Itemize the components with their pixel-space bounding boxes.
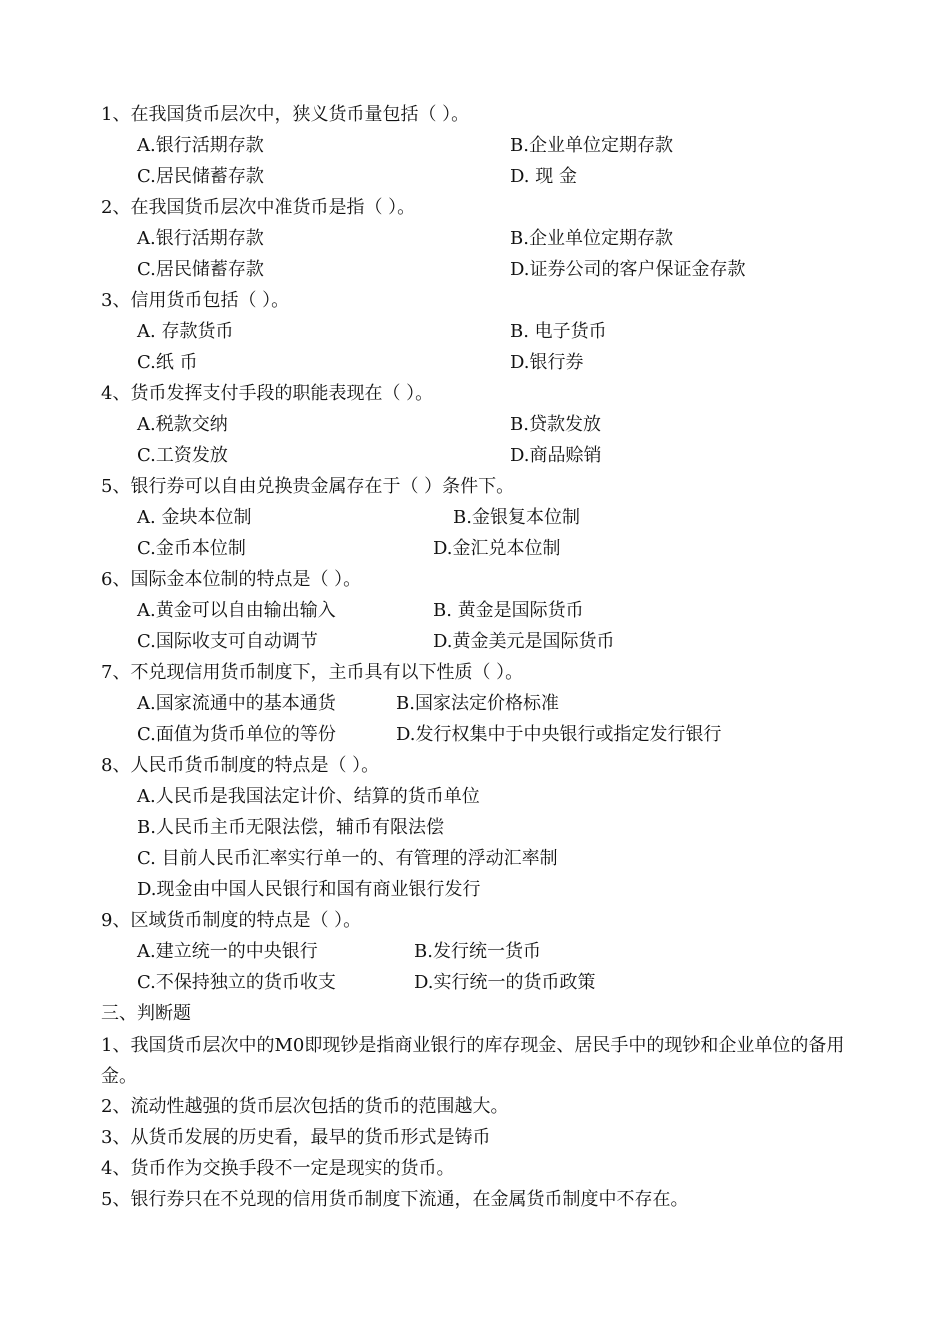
- question-3-option-a: A. 存款货币: [137, 321, 234, 342]
- question-5-option-a: A. 金块本位制: [137, 507, 252, 528]
- question-9-option-b: B.发行统一货币: [414, 941, 541, 962]
- question-6-option-a: A.黄金可以自由输出输入: [137, 600, 336, 621]
- question-6-option-b: B. 黄金是国际货币: [433, 600, 584, 621]
- judgment-item-2: 2、流动性越强的货币层次包括的货币的范围越大。: [101, 1096, 509, 1117]
- question-9-option-a: A.建立统一的中央银行: [137, 941, 318, 962]
- question-8-option-d: D.现金由中国人民银行和国有商业银行发行: [137, 879, 481, 900]
- question-8-option-b: B.人民币主币无限法偿，辅币有限法偿: [137, 817, 444, 838]
- question-7-option-a: A.国家流通中的基本通货: [137, 693, 336, 714]
- question-9-option-c: C.不保持独立的货币收支: [137, 972, 336, 993]
- question-6-option-d: D.黄金美元是国际货币: [433, 631, 615, 652]
- question-3-option-c: C.纸 币: [137, 352, 198, 373]
- judgment-item-5: 5、银行券只在不兑现的信用货币制度下流通，在金属货币制度中不存在。: [101, 1189, 689, 1210]
- question-5-option-c: C.金币本位制: [137, 538, 246, 559]
- question-7-option-c: C.面值为货币单位的等份: [137, 724, 336, 745]
- question-1-option-b: B.企业单位定期存款: [510, 135, 673, 156]
- question-6-stem: 6、国际金本位制的特点是（ ）。: [101, 569, 362, 590]
- question-5-stem: 5、银行券可以自由兑换贵金属存在于（ ）条件下。: [101, 476, 515, 497]
- question-9-option-d: D.实行统一的货币政策: [414, 972, 596, 993]
- question-1-option-d: D. 现 金: [510, 166, 577, 187]
- question-3-stem: 3、信用货币包括（ ）。: [101, 290, 290, 311]
- question-8-option-a: A.人民币是我国法定计价、结算的货币单位: [137, 786, 480, 807]
- question-9-stem: 9、区域货币制度的特点是（ ）。: [101, 910, 362, 931]
- question-7-option-b: B.国家法定价格标准: [396, 693, 559, 714]
- question-2-stem: 2、在我国货币层次中准货币是指（ ）。: [101, 197, 416, 218]
- question-2-option-c: C.居民储蓄存款: [137, 259, 264, 280]
- question-2-option-a: A.银行活期存款: [137, 228, 264, 249]
- question-7-option-d: D.发行权集中于中央银行或指定发行银行: [396, 724, 722, 745]
- question-5-option-d: D.金汇兑本位制: [433, 538, 561, 559]
- question-5-option-b: B.金银复本位制: [453, 507, 580, 528]
- question-2-option-b: B.企业单位定期存款: [510, 228, 673, 249]
- question-8-stem: 8、人民币货币制度的特点是（ ）。: [101, 755, 380, 776]
- question-1-option-a: A.银行活期存款: [137, 135, 264, 156]
- question-4-option-d: D.商品赊销: [510, 445, 602, 466]
- judgment-item-1: 1、我国货币层次中的M0即现钞是指商业银行的库存现金、居民手中的现钞和企业单位的备用金。: [101, 1035, 845, 1087]
- question-4-option-b: B.贷款发放: [510, 414, 601, 435]
- question-1-option-c: C.居民储蓄存款: [137, 166, 264, 187]
- judgment-item-3: 3、从货币发展的历史看，最早的货币形式是铸币: [101, 1127, 491, 1148]
- question-3-option-d: D.银行券: [510, 352, 584, 373]
- question-4-stem: 4、货币发挥支付手段的职能表现在（ ）。: [101, 383, 434, 404]
- question-8-option-c: C. 目前人民币汇率实行单一的、有管理的浮动汇率制: [137, 848, 558, 869]
- question-7-stem: 7、不兑现信用货币制度下，主币具有以下性质（ ）。: [101, 662, 524, 683]
- question-4-option-c: C.工资发放: [137, 445, 228, 466]
- section-3-title: 三、判断题: [101, 1003, 191, 1024]
- question-3-option-b: B. 电子货币: [510, 321, 607, 342]
- question-6-option-c: C.国际收支可自动调节: [137, 631, 318, 652]
- judgment-item-4: 4、货币作为交换手段不一定是现实的货币。: [101, 1158, 455, 1179]
- question-4-option-a: A.税款交纳: [137, 414, 228, 435]
- question-1-stem: 1、在我国货币层次中，狭义货币量包括（ ）。: [101, 104, 470, 125]
- question-2-option-d: D.证券公司的客户保证金存款: [510, 259, 746, 280]
